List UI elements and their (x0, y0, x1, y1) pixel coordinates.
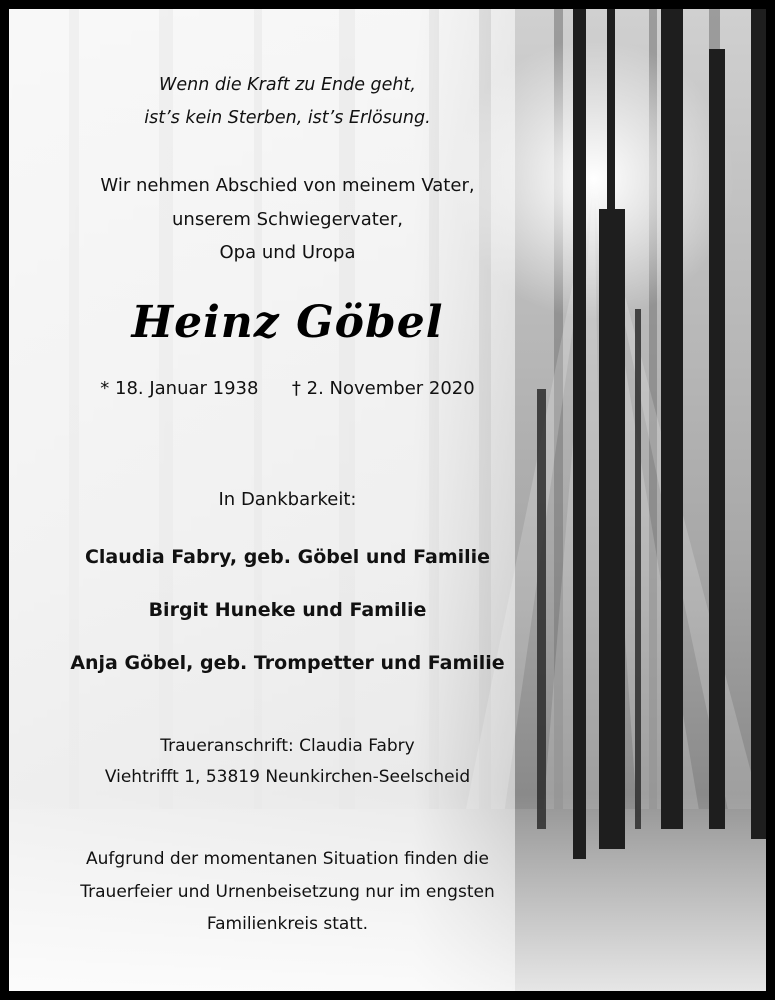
notice-line-3: Familienkreis statt. (206, 914, 369, 934)
notice-line-1: Aufgrund der momentanen Situation finden die (85, 849, 490, 869)
address-line-2: Viehtrifft 1, 53819 Neunkirchen-Seelscheid (104, 767, 471, 787)
address-line-1: Traueranschrift: Claudia Fabry (160, 736, 415, 756)
motto-line-2: ist’s kein Sterben, ist’s Erlösung. (144, 108, 431, 128)
intro-line-2: unserem Schwiegervater, (172, 209, 403, 230)
mourner-3: Anja Göbel, geb. Trompetter und Familie (70, 652, 505, 674)
motto-line-1: Wenn die Kraft zu Ende geht, (159, 75, 416, 95)
gratitude-label: In Dankbarkeit: (218, 489, 357, 510)
birth-date: * 18. Januar 1938 (100, 378, 259, 399)
mourner-2: Birgit Huneke und Familie (148, 599, 427, 621)
notice-line-2: Trauerfeier und Urnenbeisetzung nur im engsten (80, 882, 495, 902)
intro-line-1: Wir nehmen Abschied von meinem Vater, (100, 175, 475, 196)
obituary-text (9, 9, 566, 991)
life-dates (9, 378, 566, 399)
deceased-name: Heinz Göbel (131, 297, 444, 348)
death-date: † 2. November 2020 (291, 378, 475, 399)
mourner-1: Claudia Fabry, geb. Göbel und Familie (84, 546, 491, 568)
intro-line-3: Opa und Uropa (219, 242, 356, 263)
